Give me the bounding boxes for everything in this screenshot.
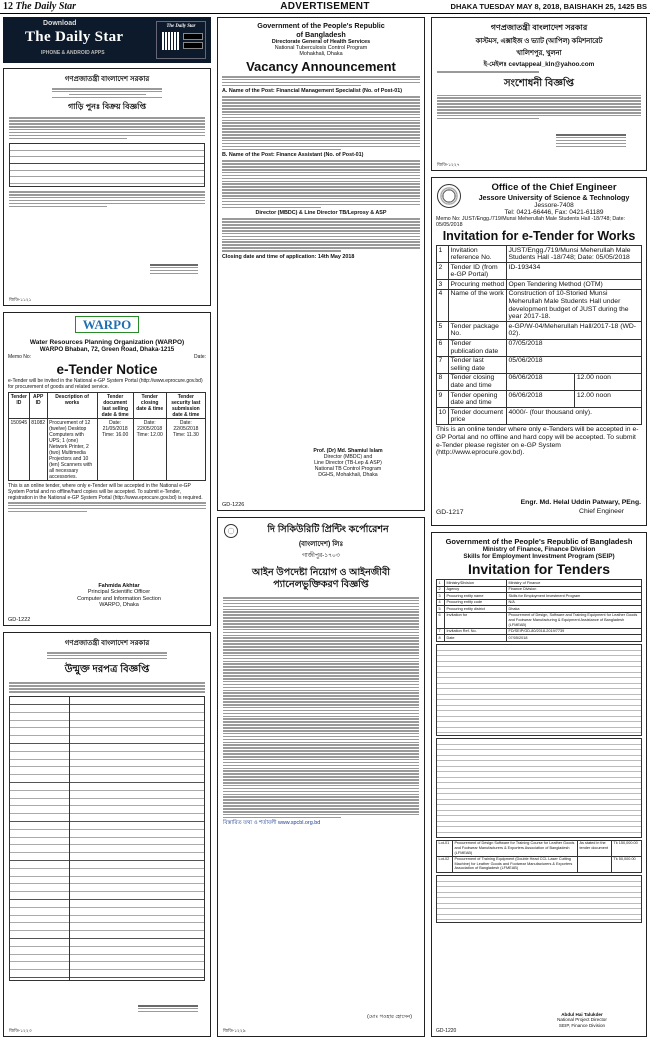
just-cell-0: 6 [437, 339, 449, 356]
seip-info-cell-2: N/A [507, 599, 642, 606]
warpo-sig-line2: Computer and Information Section [77, 595, 161, 602]
just-cell-2: e-GP/W-04/Meherullah Hall/2017-18 (WD-02). [507, 322, 642, 339]
dghs-sig-line2: Line Director (TB-Lep & ASP) [314, 460, 382, 466]
just-cell-2: JUST/Engg./719/Munsi Meherullah Male Students Hall -18/748; Date: 05/05/2018 [507, 246, 642, 263]
td-last-selling: Date: 21/05/2018 Time: 16.00 [97, 419, 133, 481]
just-cell-0: 8 [437, 373, 449, 390]
just-cell-1: Invitation reference No. [449, 246, 507, 263]
seip-info-cell-1: Procuring entity name [445, 593, 507, 600]
dte-gov-title: গণপ্রজাতন্ত্রী বাংলাদেশ সরকার [64, 76, 150, 83]
just-cell-1: Tender last selling date [449, 356, 507, 373]
dte-vehicle-auction-ad [3, 68, 211, 306]
seip-lot-cell-0: Lot-02 [437, 856, 453, 872]
page-number: 12 The Daily Star [3, 1, 77, 12]
th-last-selling: Tender document last selling date & time [97, 393, 133, 419]
just-cell-2: 05/06/2018 [507, 356, 642, 373]
seip-lot-cell-2: As stated in the tender document [578, 840, 612, 856]
warpo-memo: Memo No: [8, 354, 32, 360]
seip-info-cell-0: 1 [437, 580, 445, 587]
page-header [0, 0, 650, 14]
seip-info-cell-1: Agency [445, 586, 507, 593]
seip-signatory: Abdul Hai Talukder [561, 1011, 603, 1017]
just-cell-2: Open Tendering Method (OTM) [507, 280, 642, 290]
just-cell-1: Tender document price [449, 408, 507, 425]
seip-lot-cell-3: Tk 150,000.00 [612, 840, 642, 856]
seip-info-cell-0: 3 [437, 593, 445, 600]
dghs-post-b: B. Name of the Post: Finance Assistant (No. of Post-01) [222, 152, 364, 159]
th-description: Description of works [47, 393, 97, 419]
seip-info-row [437, 612, 642, 628]
dghs-vacancy-ad [217, 17, 425, 511]
warpo-tender-table [8, 392, 206, 481]
th-tender-id: Tender ID [9, 393, 30, 419]
just-table-row [437, 280, 642, 290]
just-cell-1: Name of the work [449, 289, 507, 321]
spcbl-sub: (বাংলাদেশ) লিঃ [298, 541, 344, 548]
banner-title: The Daily Star [25, 29, 124, 45]
seip-tender-info-table [436, 738, 642, 838]
seip-info-cell-2: Ministry of Finance [507, 580, 642, 587]
seip-info-row [437, 606, 642, 613]
seip-lot-table [436, 840, 642, 873]
dghs-gov-line2: of Bangladesh [296, 30, 346, 39]
just-table-row [437, 289, 642, 321]
spcbl-gd-number: জিডি-১২২৯ [223, 1027, 246, 1033]
khulna-gov-title: গণপ্রজাতন্ত্রী বাংলাদেশ সরকার [490, 23, 588, 32]
just-cell-2: 07/05/2018 [507, 339, 642, 356]
seip-lot-cell-1: Procurement of Training Equipment (Double Head CCL Laser Cutting Machine) for Leather Goods and Footwear Manufacturers & Exporters Association of Bangladesh (LFMEAB) [453, 856, 578, 872]
just-cell-0: 4 [437, 289, 449, 321]
spcbl-website-link[interactable]: বিস্তারিত তথ্য ও শর্তাবলী www.spcbl.org.bd [223, 820, 321, 827]
warpo-gd-number: GD-1222 [8, 617, 31, 623]
section-title: ADVERTISEMENT [280, 1, 370, 12]
dghs-gd-number: GD-1226 [222, 502, 245, 508]
just-gd-number: GD-1217 [436, 509, 464, 516]
just-signatory: Engr. Md. Helal Uddin Patwary, PEng. [520, 499, 641, 506]
seip-info-cell-1: Procuring entity district [445, 606, 507, 613]
just-title: Invitation for e-Tender for Works [442, 229, 636, 243]
dghs-post-a: A. Name of the Post: Financial Management Specialist (No. of Post-01) [222, 88, 403, 95]
seip-info-cell-2: Skills for Employment Investment Program [507, 593, 642, 600]
just-cell-1: Procuring method [449, 280, 507, 290]
just-cell-1: Tender opening date and time [449, 391, 507, 408]
seip-info-cell-2: Procurement of Design, Software and Training Equipment for Leather Goods and Footwear Manufacturing & Equipment Assistance of Bangladesh (LFMEAB) [507, 612, 642, 628]
seip-info-cell-1: Invitation for [445, 612, 507, 628]
seip-info-cell-2: Finance Division [507, 586, 642, 593]
khulna-city: খালিশপুর, খুলনা [516, 50, 562, 57]
spcbl-title: দি সিকিউরিটি প্রিন্টিং কর্পোরেশন [267, 524, 389, 535]
just-cell-1: Tender closing date and time [449, 373, 507, 390]
spcbl-heading: আইন উপদেষ্টা নিয়োগ ও আইনজীবী প্যানেলভুক্তিকরণ বিজ্ঞপ্তি [251, 567, 391, 590]
seip-lot-row [437, 856, 642, 872]
dghs-program: National Tuberculosis Control Program [274, 45, 368, 51]
just-table-row [437, 356, 642, 373]
app-store-icon[interactable] [183, 33, 203, 40]
seip-sig-line1: National Project Director [557, 1017, 607, 1023]
spcbl-city: গাজীপুর-১৭০৩ [302, 553, 340, 559]
just-cell-2: 06/06/2018 [507, 391, 575, 408]
just-cell-1: Tender ID (from e-GP Portal) [449, 263, 507, 280]
td-description: Procurement of 12 (twelve) Desktop Computers with UPS; 1 (one) Network Printer, 2 (two) Multimedia Projectors and 10 (ten) Scanners with all necessary accessories. [47, 419, 97, 481]
dghs-directorate: Directorate General of Health Services [271, 39, 371, 45]
just-cell-0: 3 [437, 280, 449, 290]
khulna-office: কাস্টমস, এক্সাইজ ও ভ্যাট (আপিল) কমিশনারেট [475, 38, 603, 45]
just-logo-icon [437, 184, 461, 208]
seip-info-cell-0: 8 [437, 635, 445, 642]
just-table-row [437, 339, 642, 356]
bn-open-tender-ad [3, 632, 211, 1037]
just-cell-0: 2 [437, 263, 449, 280]
bn-lower-gd-number: জিডি-১২২৩ [9, 1027, 32, 1033]
seip-lot-cell-1: Procurement of Design Software for Training Course for Leather Goods and Footwear Manufacturers & Exporters Association of Bangladesh (LFMEAB) [453, 840, 578, 856]
spcbl-logo-icon [224, 524, 238, 538]
dte-heading: গাড়ি পুনঃ বিক্রয় বিজ্ঞপ্তি [67, 102, 147, 112]
seip-info-cell-0: 4 [437, 599, 445, 606]
seip-info-cell-0: 5 [437, 606, 445, 613]
warpo-sig-line1: Principal Scientific Officer [87, 589, 151, 596]
th-closing: Tender closing date & time [133, 393, 166, 419]
seip-info-row [437, 599, 642, 606]
just-cell-1: Tender package No. [449, 322, 507, 339]
just-cell-3: 12.00 noon [575, 373, 642, 390]
seip-lot-cell-3: Tk 50,000.00 [612, 856, 642, 872]
just-cell-0: 5 [437, 322, 449, 339]
warpo-title: e-Tender Notice [56, 362, 158, 377]
qr-code-icon[interactable] [162, 32, 180, 50]
khulna-heading: সংশোধনী বিজ্ঞপ্তি [503, 77, 575, 89]
just-table-row [437, 322, 642, 339]
seip-info-row [437, 628, 642, 635]
th-security: Tender security last submission date & time [166, 393, 205, 419]
just-table-row [437, 263, 642, 280]
just-sig-title: Chief Engineer [579, 508, 624, 515]
td-closing: Date: 22/05/2018 Time: 12.00 [133, 419, 166, 481]
issue-date: DHAKA TUESDAY MAY 8, 2018, BAISHAKH 25, 1425 BS [450, 2, 647, 11]
dghs-location: Mohakhali, Dhaka [299, 51, 343, 57]
warpo-signatory: Fahmida Akhtar [98, 583, 140, 589]
just-cell-2: 4000/- (four thousand only). [507, 408, 642, 425]
dghs-gov-line1: Government of the People's Republic [257, 21, 385, 30]
dghs-signatory: Prof. (Dr) Md. Shamiul Islam [313, 448, 383, 454]
dghs-title: Vacancy Announcement [246, 59, 396, 74]
just-cell-2: 06/06/2018 [507, 373, 575, 390]
td-tender-id: 150945 [9, 419, 30, 481]
just-table-row [437, 373, 642, 390]
warpo-date: Date: [194, 354, 206, 360]
badge-label: The Daily Star [166, 24, 196, 29]
warpo-etender-ad [3, 312, 211, 626]
just-footer: This is an online tender where only e-Tenders will be accepted in e-GP Portal and no offline and hard copy will be accepted. To submit e-Tender please register on e-GP System (http://www.eprocure.gov.bd). [436, 426, 639, 457]
seip-info-cell-1: Ministry/Division [445, 580, 507, 587]
td-app-id: 81082 [29, 419, 47, 481]
dghs-sig-line3: National TB Control Program [314, 466, 382, 472]
just-cell-1: Tender publication date [449, 339, 507, 356]
app-download-banner[interactable] [3, 17, 211, 63]
banner-download-text: Download [43, 20, 77, 27]
seip-lot-cell-0: Lot-01 [437, 840, 453, 856]
just-cell-0: 7 [437, 356, 449, 373]
khulna-email: ই-মেইলঃ cevtappeal_kln@yahoo.com [483, 61, 595, 68]
spcbl-legal-advisor-ad [217, 517, 425, 1037]
dghs-closing: Closing date and time of application: 14th May 2018 [222, 253, 355, 260]
spcbl-signatory: (মোঃ গওহার হোসেন) [367, 1014, 412, 1020]
warpo-address: WARPO Bhaban, 72, Green Road, Dhaka-1215 [39, 346, 175, 353]
just-city: Jessore-7408 [534, 202, 574, 209]
seip-info-row [437, 580, 642, 587]
seip-particulars-table [436, 644, 642, 736]
just-office: Office of the Chief Engineer [491, 182, 617, 193]
warpo-body: This is an online tender, where only e-Tender will be accepted in the National e-GP System Portal and no offline/hard copies will be accepted. To submit e-Tender, registration in the National e-GP System Portal (http://www.eprocure.gov.bd) is required. [8, 483, 203, 501]
just-etender-ad [431, 177, 647, 526]
seip-info-cell-0: 7 [437, 628, 445, 635]
just-university: Jessore University of Science & Technology [478, 193, 630, 202]
seip-gov-title: Government of the People's Republic of Bangladesh [445, 537, 633, 546]
bn-lower-table [9, 696, 205, 981]
seip-info-row [437, 593, 642, 600]
dghs-sig-line1: Director (MBDC) and [323, 454, 373, 460]
just-cell-3: 12.00 noon [575, 391, 642, 408]
seip-info-cell-2: Dhaka [507, 606, 642, 613]
seip-contact-table [436, 875, 642, 923]
seip-info-cell-0: 2 [437, 586, 445, 593]
warpo-logo: WARPO [75, 316, 139, 333]
just-cell-0: 9 [437, 391, 449, 408]
app-badge[interactable] [156, 21, 206, 59]
td-security: Date: 22/05/2018 Time: 11.30 [166, 419, 205, 481]
seip-program: Skills for Employment Investment Program (SEIP) [463, 553, 615, 560]
seip-info-cell-0: 6 [437, 612, 445, 628]
just-memo: Memo No: JUST/Engg./719/Munsi Meherullah Male Students Hall -18/748; Date: 05/05/2018 [436, 216, 626, 228]
warpo-sig-line3: WARPO, Dhaka [99, 602, 139, 609]
warpo-intro: e-Tender will be invited in the National e-GP System Portal (http://www.eprocure.gov.bd) for procurement of goods and related service. [8, 378, 203, 390]
just-table-row [437, 246, 642, 263]
just-contact: Tel: 0421-66446, Fax: 0421-61189 [504, 209, 604, 216]
bn-lower-heading: উন্মুক্ত দরপত্র বিজ্ঞপ্তি [64, 664, 150, 676]
just-cell-2: Construction of 10-Storied Munsi Meherullah Male Students Hall under development budget of JUST during the year 2017-18. [507, 289, 642, 321]
seip-info-row [437, 635, 642, 642]
google-play-icon[interactable] [183, 42, 203, 49]
seip-info-cell-1: Procuring entity code [445, 599, 507, 606]
seip-info-cell-2: 07/05/2018 [507, 635, 642, 642]
just-table-row [437, 408, 642, 425]
just-tender-table [436, 245, 642, 425]
just-cell-2: ID-193434 [507, 263, 642, 280]
seip-info-cell-1: Date [445, 635, 507, 642]
seip-info-row [437, 586, 642, 593]
just-cell-0: 1 [437, 246, 449, 263]
just-cell-0: 10 [437, 408, 449, 425]
khulna-gd-number: জিডি-১২২৭ [437, 161, 460, 167]
seip-lot-cell-2 [578, 856, 612, 872]
khulna-customs-ad [431, 17, 647, 171]
seip-info-table [436, 579, 642, 642]
banner-subtitle: IPHONE & ANDROID APPS [41, 50, 105, 56]
dte-gd-number: জিডি-১১২১ [9, 296, 32, 302]
warpo-org-name: Water Resources Planning Organization (WARPO) [29, 339, 185, 346]
th-app-id: APP ID [29, 393, 47, 419]
just-table-row [437, 391, 642, 408]
dghs-sig-line4: DGHS, Mohakhali, Dhaka [318, 472, 378, 478]
seip-info-cell-2: FD/SEIP/GD-80/2018-2019/7739 [507, 628, 642, 635]
seip-info-cell-1: Invitation Ref. No. [445, 628, 507, 635]
seip-invitation-ad [431, 532, 647, 1037]
seip-title: Invitation for Tenders [467, 561, 611, 577]
seip-lot-row [437, 840, 642, 856]
dghs-org: Director (MBDC) & Line Director TB/Leprosy & ASP [255, 210, 387, 217]
seip-ministry: Ministry of Finance, Finance Division [482, 546, 596, 553]
vehicle-table [9, 143, 205, 187]
seip-sig-line2: SEIP, Finance Division [558, 1022, 606, 1028]
bn-lower-gov-title: গণপ্রজাতন্ত্রী বাংলাদেশ সরকার [64, 640, 150, 647]
seip-gd-number: GD-1220 [436, 1028, 457, 1034]
